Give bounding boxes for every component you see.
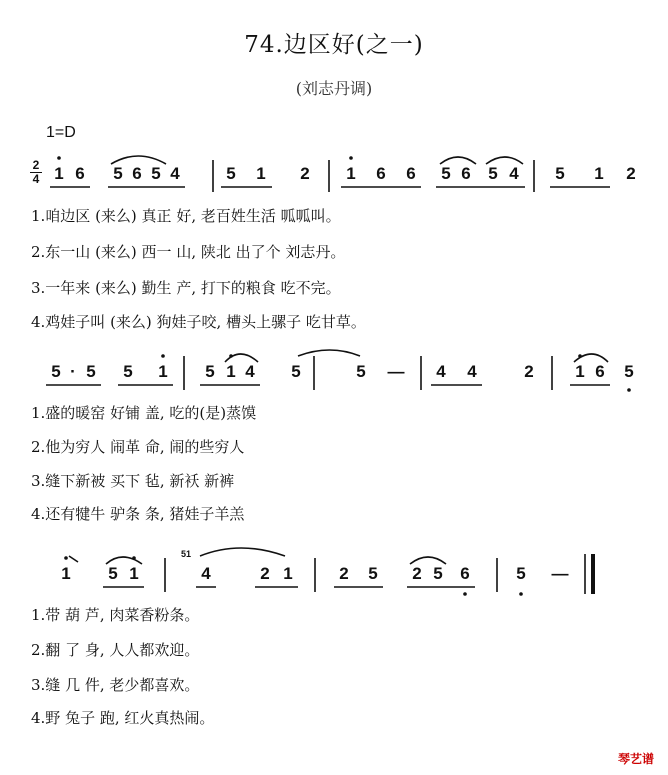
lyric-line: 2.东一山 (来么) 西一 山, 陕北 出了个 刘志丹。 <box>31 243 346 261</box>
note: 6 <box>460 564 470 583</box>
lyric-line: 2.他为穷人 闹革 命, 闹的些穷人 <box>31 438 245 456</box>
note: 5 <box>555 164 565 183</box>
grace-note: 51 <box>181 549 192 559</box>
slur <box>298 350 360 356</box>
note: 5 <box>205 362 215 381</box>
note: 1 <box>346 164 356 183</box>
lyric-line: 3.缝 几 件, 老少都喜欢。 <box>31 676 200 694</box>
note: 2 <box>300 164 310 183</box>
octave-dot <box>229 354 233 358</box>
slur <box>111 156 166 164</box>
time-signature-top: 2 <box>32 158 40 172</box>
note: 1 <box>226 362 236 381</box>
note: 2 <box>260 564 270 583</box>
note: 1 <box>283 564 293 583</box>
note: 5 <box>86 362 96 381</box>
note: 1 <box>54 164 64 183</box>
note: 5 <box>356 362 366 381</box>
dash: — <box>387 362 405 381</box>
note: 2 <box>339 564 349 583</box>
lyric-line: 4.野 兔子 跑, 红火真热闹。 <box>31 709 215 727</box>
lyric-line: 2.翻 了 身, 人人都欢迎。 <box>31 641 200 659</box>
note: 1 <box>129 564 139 583</box>
octave-dot <box>578 354 582 358</box>
note: 4 <box>170 164 180 183</box>
octave-dot <box>64 556 68 560</box>
key-signature: 1=D <box>46 124 76 141</box>
note: 6 <box>406 164 416 183</box>
note: 5 <box>291 362 301 381</box>
octave-dot <box>132 556 136 560</box>
note: 6 <box>376 164 386 183</box>
note: 5 <box>433 564 443 583</box>
lyric-line: 1.带 葫 芦, 肉菜香粉条。 <box>31 606 200 624</box>
note: 1 <box>61 564 71 583</box>
low-octave-dot <box>519 592 523 596</box>
note: 6 <box>132 164 142 183</box>
slur <box>410 557 446 564</box>
note: 2 <box>626 164 636 183</box>
slur <box>486 157 523 164</box>
octave-dot <box>57 156 61 160</box>
note: 5 <box>624 362 634 381</box>
song-subtitle: (刘志丹调) <box>295 79 373 98</box>
dash: — <box>551 564 569 583</box>
lyric-line: 4.还有犍牛 驴条 条, 猪娃子羊羔 <box>31 505 245 523</box>
note: 5 <box>441 164 451 183</box>
octave-dot <box>349 156 353 160</box>
note: 5 <box>113 164 123 183</box>
lyric-line: 1.盛的暖窑 好铺 盖, 吃的(是)蒸馍 <box>31 404 257 422</box>
low-octave-dot <box>627 388 631 392</box>
slur <box>200 548 285 556</box>
note: 2 <box>412 564 422 583</box>
note: 5 <box>108 564 118 583</box>
dot-mark: · <box>70 362 76 381</box>
slur <box>106 557 142 564</box>
note: 5 <box>368 564 378 583</box>
lyric-line: 3.一年来 (来么) 勤生 产, 打下的粮食 吃不完。 <box>31 279 341 297</box>
note: 4 <box>245 362 255 381</box>
note: 6 <box>75 164 85 183</box>
lyric-line: 1.咱边区 (来么) 真正 好, 老百姓生活 呱呱叫。 <box>31 207 341 225</box>
note: 6 <box>595 362 605 381</box>
note: 4 <box>467 362 477 381</box>
note: 5 <box>516 564 526 583</box>
note: 5 <box>226 164 236 183</box>
note: 4 <box>201 564 211 583</box>
note: 5 <box>123 362 133 381</box>
note: 1 <box>256 164 266 183</box>
song-title: 74.边区好(之一) <box>244 32 424 58</box>
note: 4 <box>436 362 446 381</box>
slur <box>69 556 78 562</box>
note: 5 <box>488 164 498 183</box>
lyric-line: 3.缝下新被 买下 毡, 新袄 新裤 <box>31 472 235 490</box>
slur <box>440 157 476 164</box>
note: 4 <box>509 164 519 183</box>
note: 1 <box>594 164 604 183</box>
note: 5 <box>51 362 61 381</box>
octave-dot <box>161 354 165 358</box>
low-octave-dot <box>463 592 467 596</box>
note: 5 <box>151 164 161 183</box>
watermark-logo: 琴艺谱 <box>617 752 654 766</box>
lyric-line: 4.鸡娃子叫 (来么) 狗娃子咬, 槽头上骡子 吃甘草。 <box>31 313 366 331</box>
note: 2 <box>524 362 534 381</box>
note: 1 <box>158 362 168 381</box>
note: 6 <box>461 164 471 183</box>
time-signature-bottom: 4 <box>32 172 40 186</box>
note: 1 <box>575 362 585 381</box>
